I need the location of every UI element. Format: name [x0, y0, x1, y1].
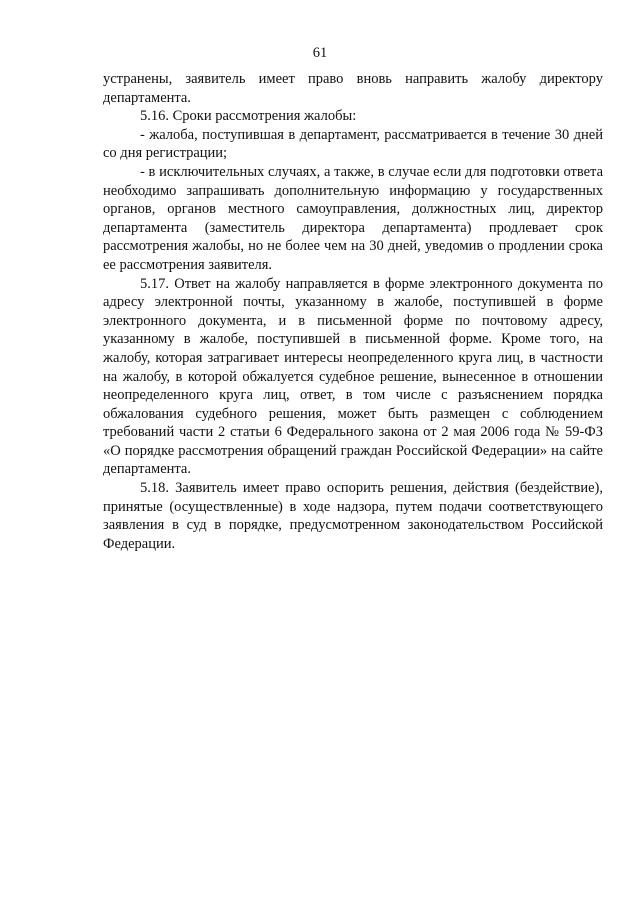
- paragraph-5-18: 5.18. Заявитель имеет право оспорить решения, действия (бездействие), принятые (осуществленные) в ходе надзора, путем подачи соответствующего заявления в суд в порядке, предусмотренном законодательством Российской Федерации.: [103, 480, 603, 552]
- paragraph-5-17: 5.17. Ответ на жалобу направляется в форме электронного документа по адресу электронной почты, указанному в жалобе, поступившей в форме электронного документа, и в письменной форме по почтовому адресу, указанному в жалобе, поступившей в письменной форме. Кроме того, на жалобу, которая затрагивает интересы неопределенного круга лиц, в частности на жалобу, в которой обжалуется судебное решение, вынесенное в отношении неопределенного круга лиц, ответ, в том числе с разъяснением порядка обжалования судебного решения, может быть размещен с соблюдением требований части 2 статьи 6 Федерального закона от 2 мая 2006 года № 59-ФЗ «О порядке рассмотрения обращений граждан Российской Федерации» на сайте департамента.: [103, 275, 603, 478]
- page-number: 61: [312, 45, 328, 61]
- paragraph-continuation: устранены, заявитель имеет право вновь направить жалобу директору департамента.: [103, 71, 603, 106]
- paragraph-5-16: 5.16. Сроки рассмотрения жалобы:: [140, 108, 357, 125]
- document-body: [103, 70, 603, 553]
- paragraph-5-16-item-a: - жалоба, поступившая в департамент, рассматривается в течение 30 дней со дня регистрации;: [103, 126, 603, 162]
- paragraph-5-16-item-b: - в исключительных случаях, а также, в случае если для подготовки ответа необходимо запрашивать дополнительную информацию у государственных органов, органов местного самоуправления, должностных лиц, директор департамента (заместитель директора департамента) продлевает срок рассмотрения жалобы, но не более чем на 30 дней, уведомив о продлении срока ее рассмотрения заявителя.: [103, 163, 603, 273]
